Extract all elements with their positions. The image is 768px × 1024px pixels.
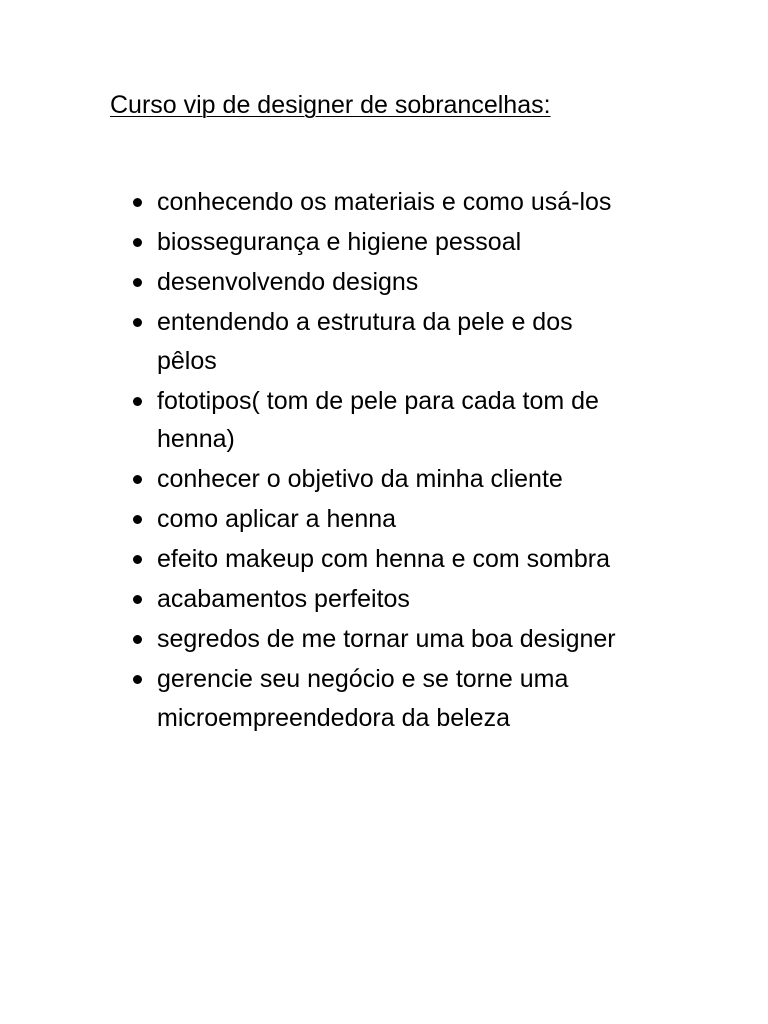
bullet-icon bbox=[133, 278, 142, 287]
list-item-text: conhecer o objetivo da minha cliente bbox=[157, 465, 563, 493]
list-item bbox=[0, 460, 632, 499]
list-item bbox=[0, 540, 632, 579]
list-item-text: desenvolvendo designs bbox=[157, 268, 419, 296]
bullet-icon bbox=[133, 515, 142, 524]
bullet-icon bbox=[133, 595, 142, 604]
bullet-icon bbox=[133, 318, 142, 327]
list-item bbox=[0, 183, 632, 222]
list-item bbox=[0, 500, 632, 539]
list-item-text: efeito makeup com henna e com sombra bbox=[157, 545, 611, 573]
list-item bbox=[0, 660, 632, 737]
list-item-text: biossegurança e higiene pessoal bbox=[157, 228, 522, 256]
bullet-icon bbox=[133, 198, 142, 207]
list-item-text: gerencie seu negócio e se torne uma microempreendedora da beleza bbox=[157, 665, 569, 732]
list-item bbox=[0, 263, 632, 302]
bullet-icon bbox=[133, 675, 142, 684]
list-item-text: entendendo a estrutura da pele e dos pêlos bbox=[157, 308, 573, 375]
list-item bbox=[0, 382, 632, 459]
bullet-icon bbox=[133, 555, 142, 564]
list-item-text: fototipos( tom de pele para cada tom de henna) bbox=[157, 386, 599, 453]
bullet-icon bbox=[133, 238, 142, 247]
list-item-text: segredos de me tornar uma boa designer bbox=[157, 625, 616, 653]
bullet-icon bbox=[133, 475, 142, 484]
list-item bbox=[0, 303, 632, 380]
list-item-text: conhecendo os materiais e como usá-los bbox=[157, 188, 612, 216]
list-item-text: como aplicar a henna bbox=[157, 505, 397, 533]
list-item bbox=[0, 580, 632, 619]
bullet-icon bbox=[133, 635, 142, 644]
list-item bbox=[0, 223, 632, 262]
bullet-icon bbox=[133, 397, 142, 406]
list-item bbox=[0, 620, 632, 659]
page-title: Curso vip de designer de sobrancelhas: bbox=[110, 91, 551, 119]
topic-list bbox=[0, 183, 768, 739]
list-item-text: acabamentos perfeitos bbox=[157, 585, 410, 613]
